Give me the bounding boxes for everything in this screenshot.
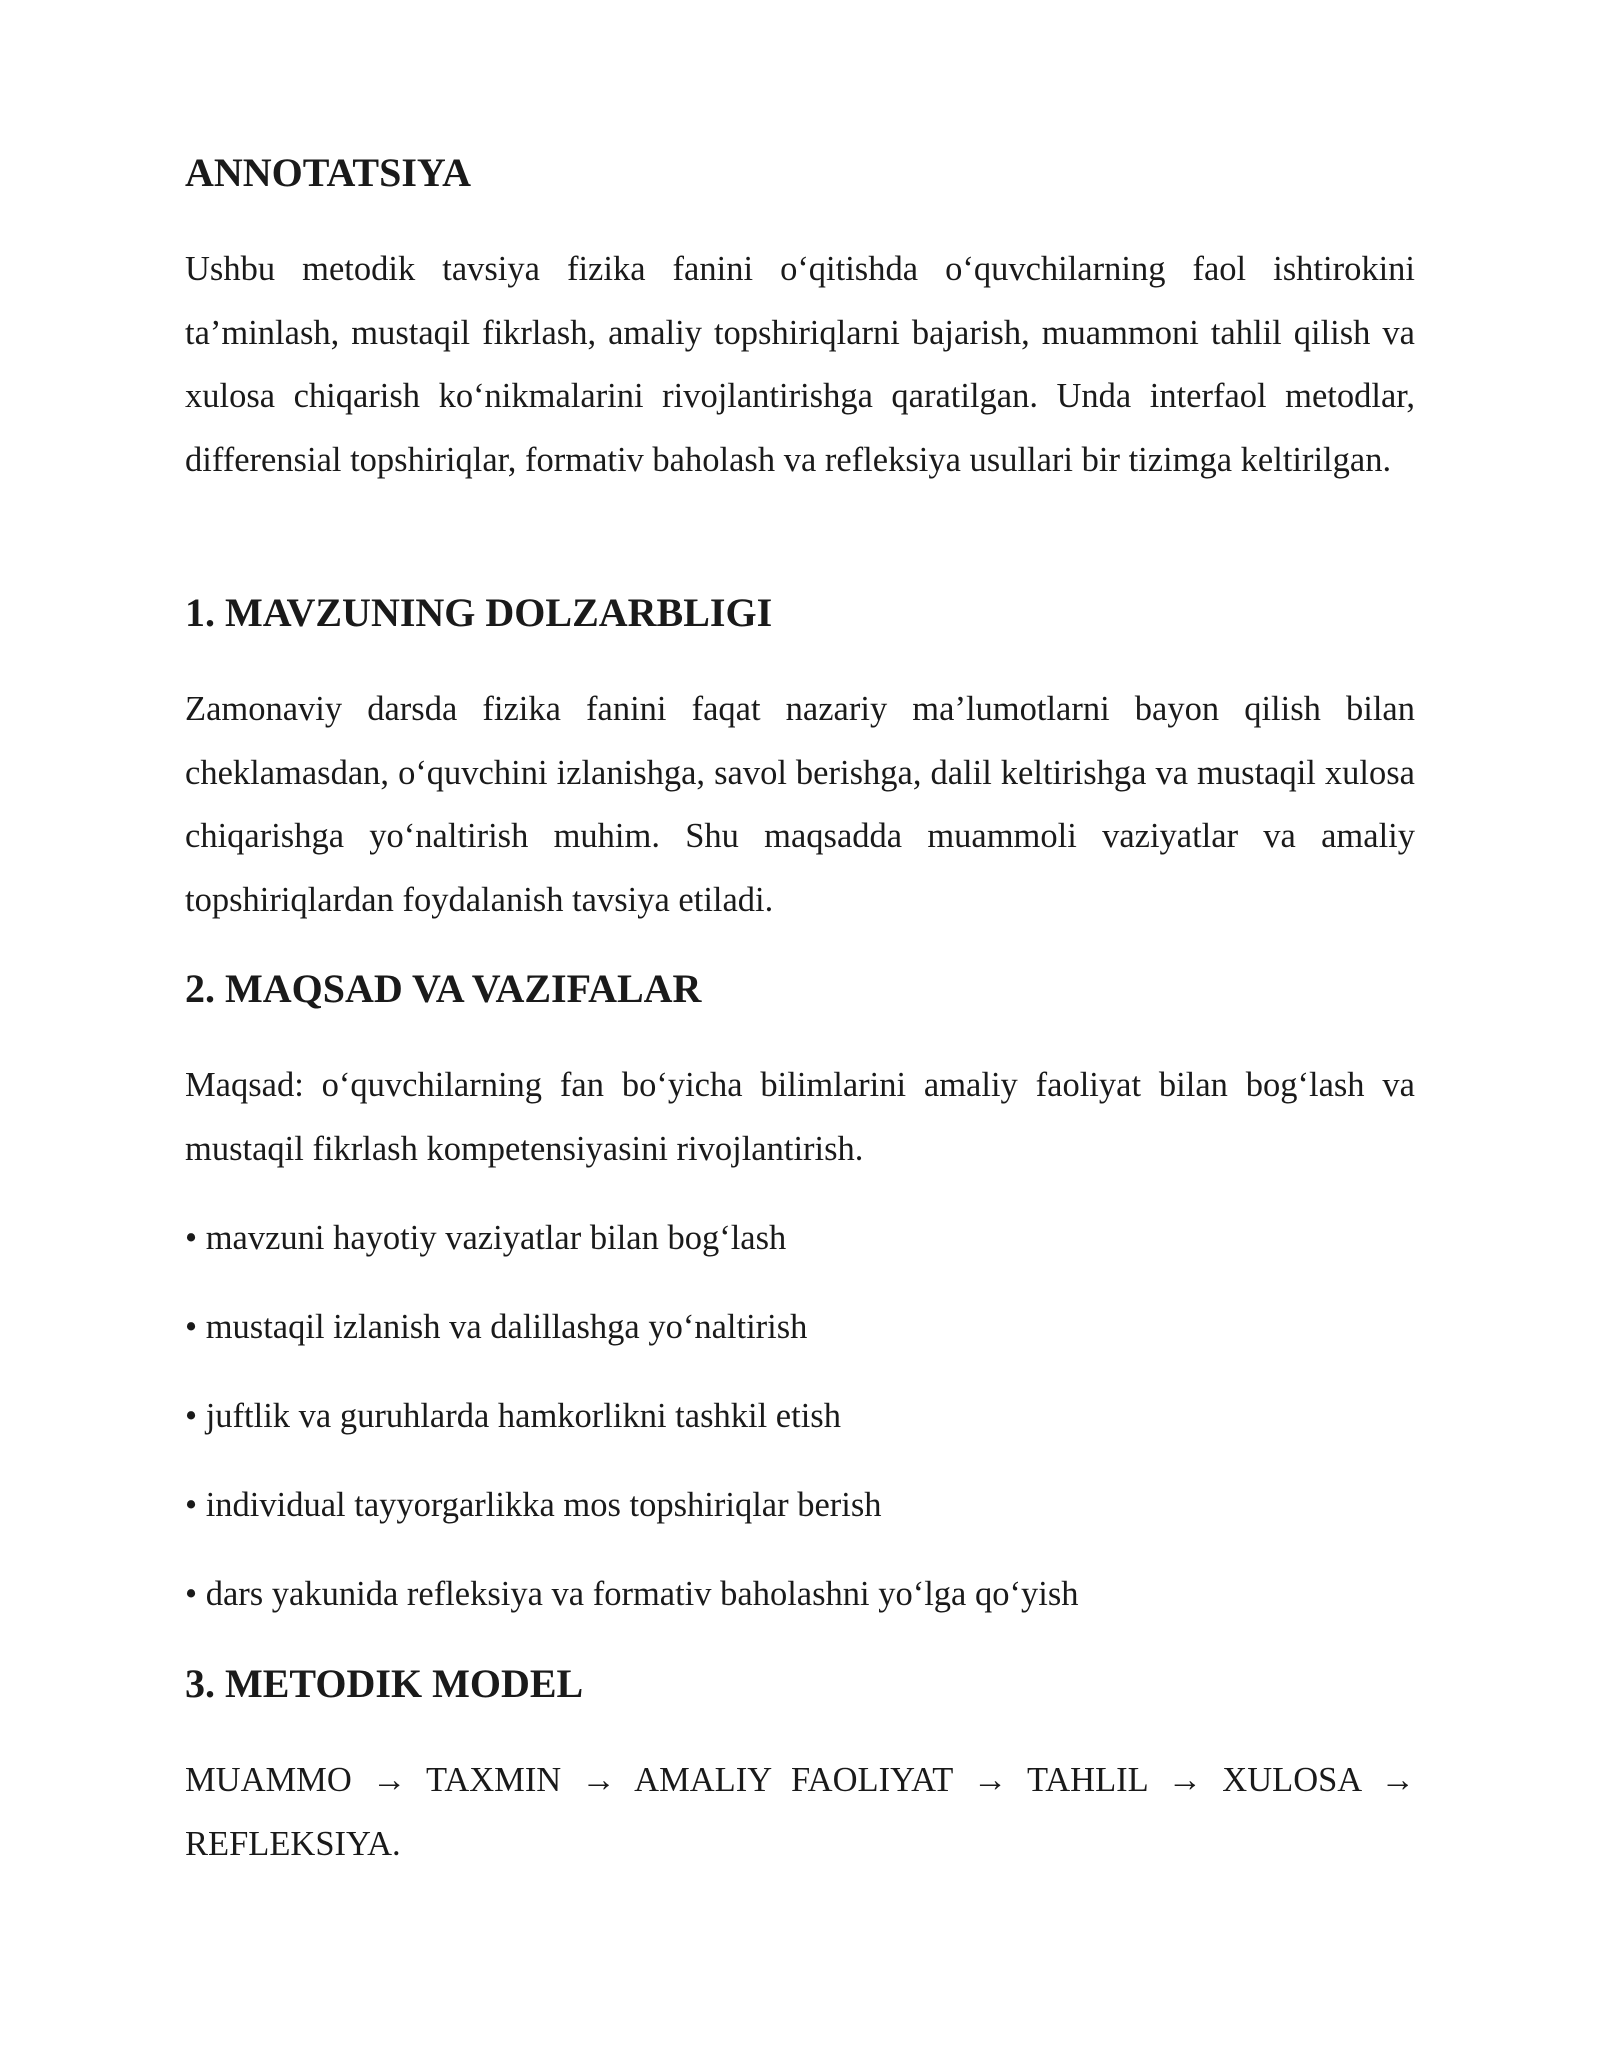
annotation-heading: ANNOTATSIYA	[185, 150, 471, 195]
section-1-paragraph: Zamonaviy darsda fizika fanini faqat nazariy ma’lumotlarni bayon qilish bilan cheklamasdan, o‘quvchini izlanishga, savol berishga, dalil keltirishga va mustaqil xulosa chiqarishga yo‘naltirish muhim. Shu maqsadda muammoli vaziyatlar va amaliy topshiriqlardan foydalanish tavsiya etiladi.	[185, 690, 1415, 919]
task-list-item: • dars yakunida refleksiya va formativ baholashni yo‘lga qo‘yish	[185, 1575, 1079, 1613]
task-list-item: • individual tayyorgarlikka mos topshiriqlar berish	[185, 1486, 882, 1524]
section-3-paragraph: MUAMMO → TAXMIN → AMALIY FAOLIYAT → TAHLIL → XULOSA → REFLEKSIYA.	[185, 1761, 1415, 1863]
section-3-heading: 3. METODIK MODEL	[185, 1661, 584, 1706]
section-2-paragraph: Maqsad: o‘quvchilarning fan bo‘yicha bilimlarini amaliy faoliyat bilan bog‘lash va mustaqil fikrlash kompetensiyasini rivojlantirish.	[185, 1066, 1415, 1168]
task-list-item: • mustaqil izlanish va dalillashga yo‘naltirish	[185, 1308, 808, 1346]
task-list-item: • mavzuni hayotiy vaziyatlar bilan bog‘lash	[185, 1219, 787, 1257]
section-1-heading: 1. MAVZUNING DOLZARBLIGI	[185, 590, 773, 635]
annotation-paragraph: Ushbu metodik tavsiya fizika fanini o‘qitishda o‘quvchilarning faol ishtirokini ta’minlash, mustaqil fikrlash, amaliy topshiriqlarni bajarish, muammoni tahlil qilish va xulosa chiqarish ko‘nikmalarini rivojlantirishga qaratilgan. Unda interfaol metodlar, differensial topshiriqlar, formativ baholash va refleksiya usullari bir tizimga keltirilgan.	[185, 250, 1415, 479]
task-list-item: • juftlik va guruhlarda hamkorlikni tashkil etish	[185, 1397, 841, 1435]
section-2-heading: 2. MAQSAD VA VAZIFALAR	[185, 966, 702, 1011]
